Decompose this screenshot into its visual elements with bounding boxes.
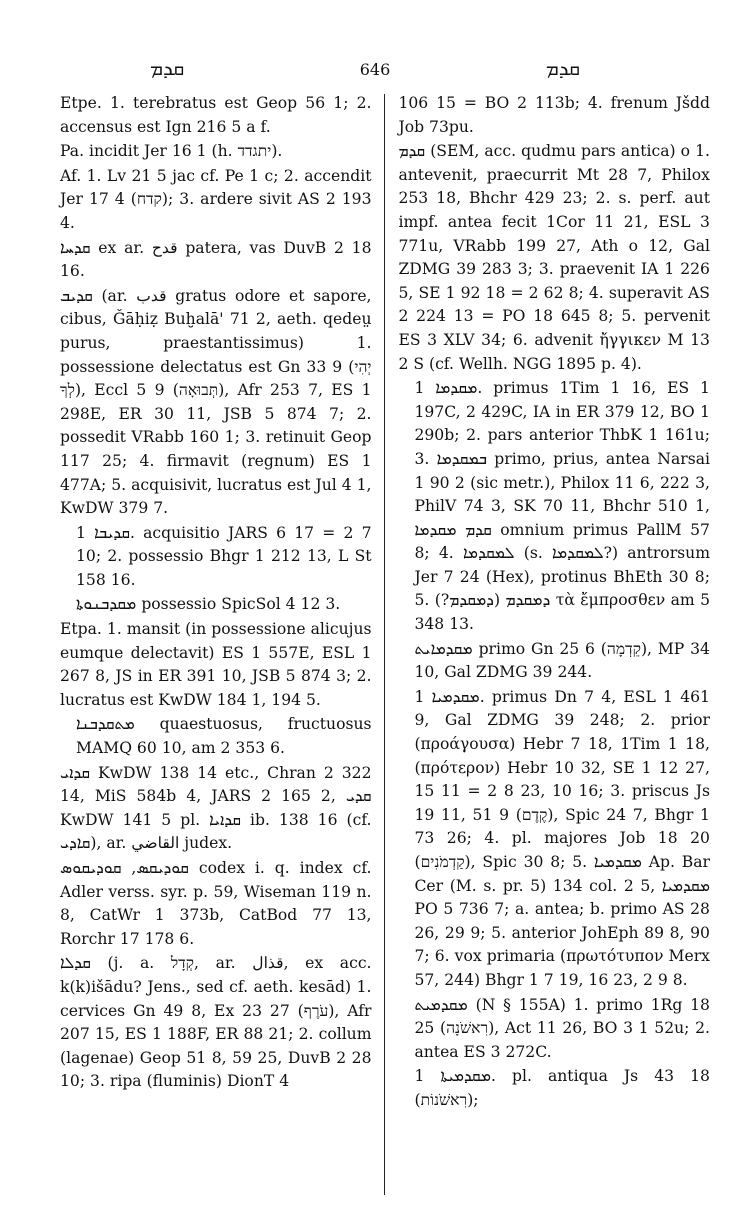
entry-prior: ܡܩܕܡܝܐ 1. primus Dn 7 4, ESL 1 461 9, Gal ZDMG 39 248; 2. prior (προάγουσα) Hebr 7 18, 1Tim 1 18, (πρότερον) Hebr 10 32, SE 1 12 27, 15 11 = 2 8 23, 10 16; 3. priscus Js 19 11, 51 9 (קֶדֶם), Spic 24 7, Bhgr 1 73 26; 4. pl. majores Job 18 20 (קַדְמֹנִים), Spic 30 8; 5. ܡܩܕܡܝܐ Ap. Bar Cer (M. s. pr. 5) 134 col. 2 5, ܡܩܕܡܝܐ PO 5 736 7; a. antea; b. primo AS 28 26, 29 9; 5. anterior JohEph 89 8, 90 7; 6. vox primaria (πρωτότυπον Merx 57, 244) Bhgr 1 7 19, 16 23, 2 9 8. xyxy=(414,687,710,989)
entry-cervices: ܩܕܠܐ (j. a. קְדָל, ar. قذال, ex acc. k(k)išādu? Jens., sed cf. aeth. kesād) 1. cervices Gn 49 8, Ex 23 27 (עֹרֶף), Afr 207 15, ES 1 188F, ER 88 21; 2. collum (lagenae) Geop 51 8, 59 25, DuvB 2 28 10; 3. ripa (fluminis) DionT 4 xyxy=(60,954,372,1091)
entry-patera: ܩܕܚܐ ex ar. قدح patera, vas DuvB 2 18 16. xyxy=(60,238,372,281)
entry-acquisitio: ܩܕܝܒܐ 1. acquisitio JARS 6 17 = 2 7 10; 2. possessio Bhgr 1 212 13, L St 158 16. xyxy=(76,523,372,589)
entry-pa: Pa. incidit Jer 16 1 (h. יתגדד). xyxy=(60,142,283,161)
entry-continuation: 106 15 = BO 2 113b; 4. frenum Jšdd Job 73pu. xyxy=(398,94,710,136)
entry-antevenit: ܩܕܡ (SEM, acc. qudmu pars antica) o 1. antevenit, praecurrit Mt 28 7, Philox 253 18, Bhchr 429 23; 2. s. perf. aut impf. antea fecit 1Cor 11 21, ESL 3 771u, VRabb 199 27, Ath o 12, Gal ZDMG 39 283 3; 3. praevenit IA 1 226 5, SE 1 92 18 = 2 62 8; 4. superavit AS 2 224 13 = PO 18 645 8; 5. pervenit ES 3 XLV 34; 6. advenit ἤγγικεν M 13 2 S (cf. Wellh. NGG 1895 p. 4). xyxy=(398,142,710,373)
entry-codex: ܩܘܕܝܩܣ, ܩܘܕܝܩܘܣ codex i. q. index cf. Adler verss. syr. p. 59, Wiseman 119 n. 8, CatWr 1 373b, CatBod 77 13, Rorchr 17 178 6. xyxy=(60,859,372,948)
entry-primus: ܡܩܕܡܐ 1. primus 1Tim 1 16, ES 1 197C, 2 429C, IA in ER 379 12, BO 1 290b; 2. pars anterior ThbK 1 161u; 3. ܒܡܩܕܡܐ primo, prius, antea Narsai 1 90 2 (sic metr.), Philox 11 6, 222 3, PhilV 74 3, SK 70 11, Bhchr 510 1, ܩܕܡ ܡܩܕܡܐ omnium primus PallM 57 8; 4. ܠܡܩܕܡܐ (s. ܠܡܩܕܡܐ?) antrorsum Jer 7 24 (Hex), protinus BhEth 30 8; 5. ܕܡܩܕܡ (ܕܡܩܕܡ?) τὰ ἔμπροσθεν am 5 348 13. xyxy=(414,379,710,634)
entry-primo: ܡܩܕܡܐܝܬ primo Gn 25 6 (קֵדְמָה), MP 34 10, Gal ZDMG 39 244. xyxy=(414,639,710,682)
entry-judex: ܩܕܐܝ KwDW 138 14 etc., Chran 2 322 14, MiS 584b 4, JARS 2 165 2, ܩܕܝ KwDW 141 5 pl. ܩܕܐܝܐ ib. 138 16 (cf. ܩܐܕܝ), ar. القاضي judex. xyxy=(60,763,372,853)
entry-af: Af. 1. Lv 21 5 jac cf. Pe 1 c; 2. accendit Jer 17 4 (קדח); 3. ardere sivit AS 2 193 4. xyxy=(60,166,372,232)
right-running-head: ܩܕܡ xyxy=(545,56,580,80)
entry-quaestuosus: ܡܬܩܕܒܢܐ quaestuosus, fructuosus MAMQ 60 10, am 2 353 6. xyxy=(76,715,372,758)
entry-primo-adverb: ܡܩܕܡܝܬ (N § 155A) 1. primo 1Rg 18 25 (רִאשֹׁנָה), Act 11 26, BO 3 1 52u; 2. antea ES 3 272C. xyxy=(414,995,710,1061)
entry-etpa: Etpa. 1. mansit (in possessione alicujus eumque delectavit) ES 1 557E, ESL 1 267 8, JS in ER 391 10, JSB 5 874 3; 2. lucratus est KwDW 184 1, 194 5. xyxy=(60,620,372,709)
two-column-body xyxy=(60,92,710,1203)
entry-etpe: Etpe. 1. terebratus est Geop 56 1; 2. accensus est Ign 216 5 a f. xyxy=(60,94,372,136)
entry-possessio: ܡܩܕܒܢܘܬܐ possessio SpicSol 4 12 3. xyxy=(76,595,341,614)
entry-antiqua: ܡܩܕܡܝܬܐ 1. pl. antiqua Js 43 18 (רִאשֹׁנוֹת); xyxy=(414,1067,710,1109)
entry-gratus: ܩܕܝܒ (ar. قدب gratus odore et sapore, cibus, Ǧāḥiẓ Buḫalā' 71 2, aeth. qedeṳ purus, praestantissimus) 1. possessione delectatus est Gn 33 9 (יְהִי לְךָ), Eccl 5 9 (תְּבוּאָה), Afr 253 7, ES 1 298E, ER 30 11, JSB 5 874 7; 2. possedit VRabb 160 1; 3. retinuit Geop 117 25; 4. firmavit (regnum) ES 1 477A; 5. acquisivit, lucratus est Jul 4 1, KwDW 379 7. xyxy=(60,286,372,518)
left-running-head: ܩܕܡ xyxy=(150,56,185,80)
left-column xyxy=(60,92,384,1203)
page-header xyxy=(40,0,710,80)
right-column xyxy=(384,92,710,1203)
page-number: 646 xyxy=(359,60,391,79)
